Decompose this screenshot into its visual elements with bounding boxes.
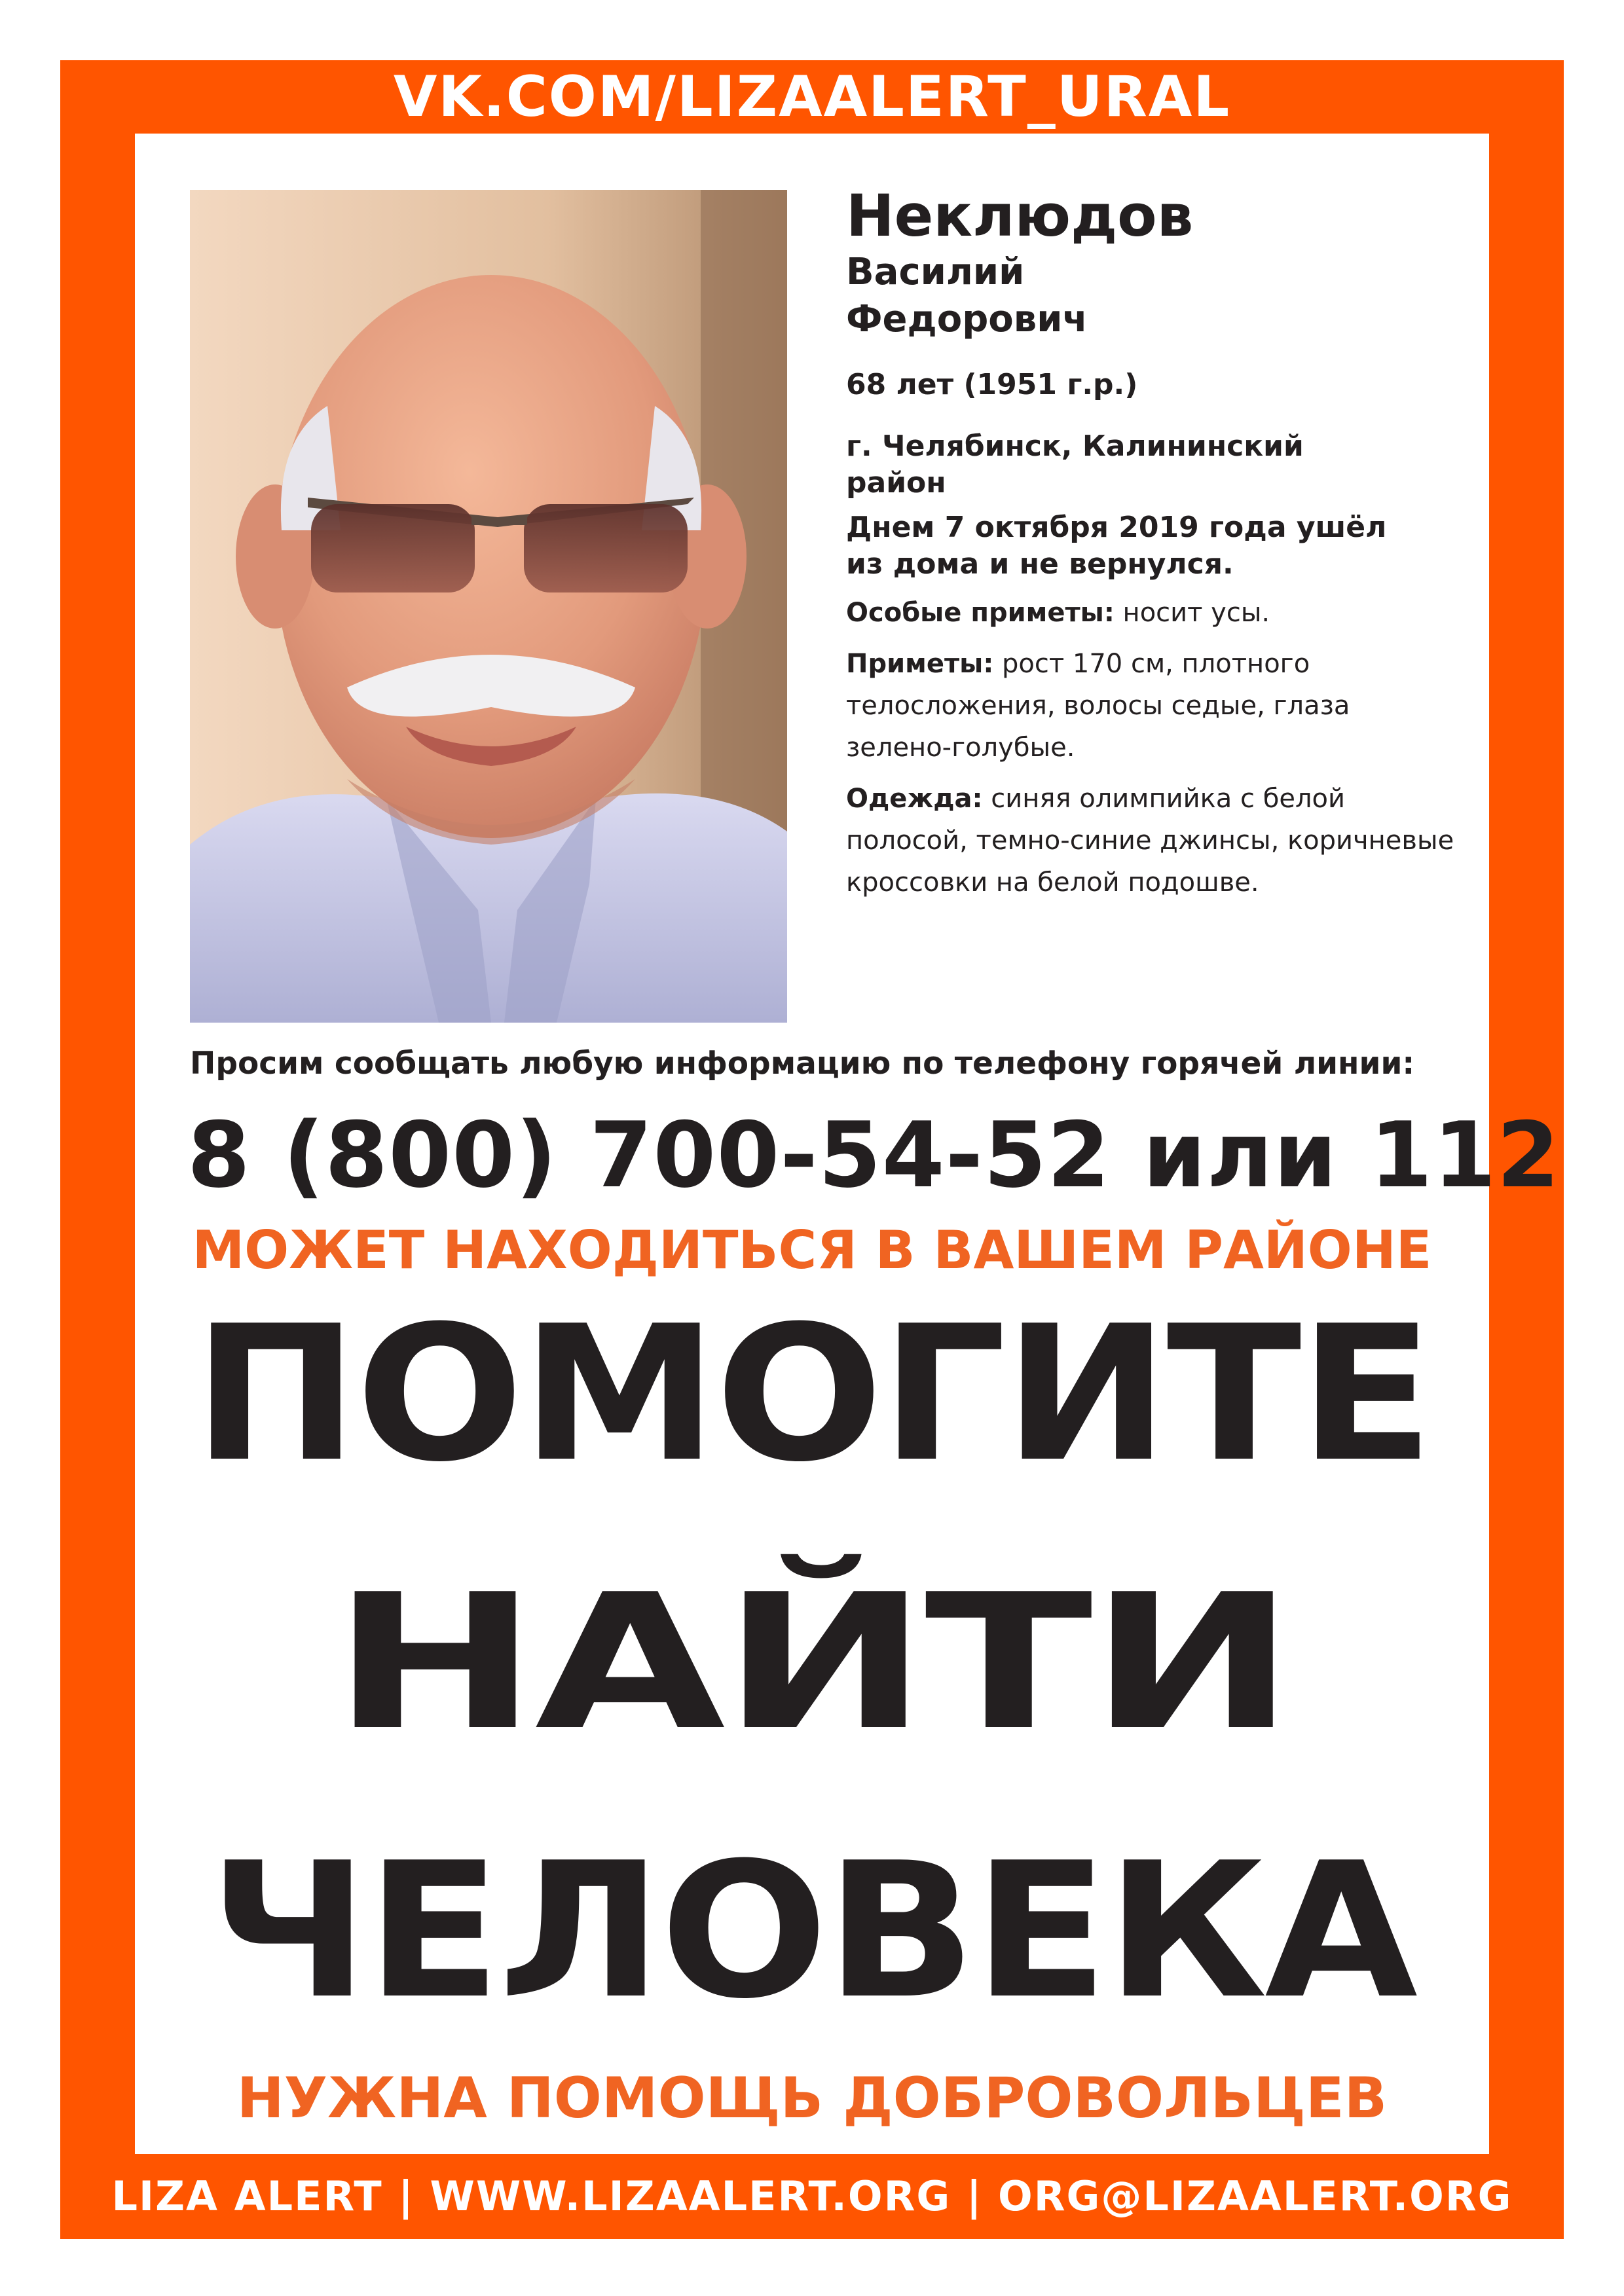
person-place-line2: район [846,466,946,500]
footer-contacts[interactable]: LIZA ALERT | WWW.LIZAALERT.ORG | ORG@LIZAALERT.ORG [111,2172,1513,2220]
clothes-label: Одежда: [846,784,983,814]
hotline-phone[interactable]: 8 (800) 700-54-52 или 112 [187,1102,1560,1208]
appeal-line-3: ЧЕЛОВЕКА [209,1823,1415,2040]
person-event-line1: Днем 7 октября 2019 года ушёл [846,511,1387,544]
signs [846,643,1462,769]
person-place-line1: г. Челябинск, Калининский [846,429,1304,463]
person-info [846,183,1462,903]
person-photo [190,190,787,1023]
header-link[interactable]: VK.COM/LIZAALERT_URAL [393,64,1231,130]
signs-label: Приметы: [846,649,994,679]
person-surname: Неклюдов [846,182,1194,249]
person-patronymic: Федорович [846,298,1088,340]
hotline-request: Просим сообщать любую информацию по телефону горячей линии: [190,1046,1415,1082]
person-event [846,509,1462,583]
may-be-near-text: МОЖЕТ НАХОДИТЬСЯ В ВАШЕМ РАЙОНЕ [192,1220,1432,1281]
person-age: 68 лет (1951 г.р.) [846,368,1138,401]
special-marks [846,592,1462,634]
person-place [846,428,1462,501]
special-marks-label: Особые приметы: [846,598,1115,628]
person-first-name: Василий [846,251,1025,293]
special-marks-value: носит усы. [1114,598,1270,628]
signs-value: рост 170 см, плотного телосложения, волосы седые, глаза зелено-голубые. [846,649,1350,763]
person-event-line2: из дома и не вернулся. [846,547,1234,581]
clothes-value: синяя олимпийка с белой полосой, темно-синие джинсы, коричневые кроссовки на белой подошве. [846,784,1454,898]
volunteers-needed-text: НУЖНА ПОМОЩЬ ДОБРОВОЛЬЦЕВ [236,2066,1388,2131]
appeal-line-2: НАЙТИ [332,1554,1292,1772]
clothes [846,778,1462,903]
appeal-line-1: ПОМОГИТЕ [193,1286,1431,1503]
person-photo-image [190,190,787,1023]
